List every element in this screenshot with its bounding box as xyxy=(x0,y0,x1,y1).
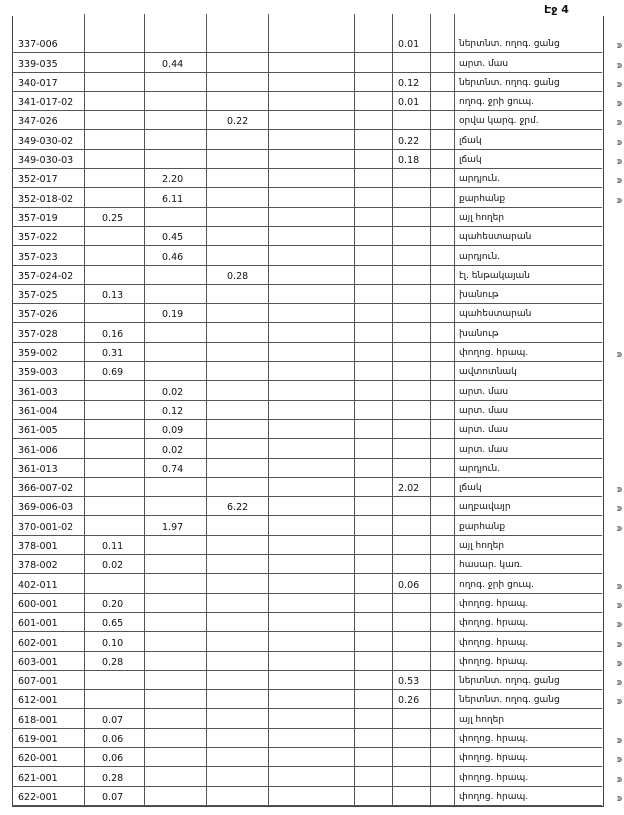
table-row xyxy=(12,536,602,555)
table-row xyxy=(12,208,602,227)
margin-mark: ↇ xyxy=(616,794,622,803)
parcel-code: 340-017 xyxy=(18,77,58,89)
area-value: 0.19 xyxy=(162,309,184,321)
area-value: 0.02 xyxy=(162,386,184,398)
area-value: 0.06 xyxy=(102,734,124,746)
land-use-label: արտ. մաս xyxy=(459,405,509,416)
parcel-code: 357-022 xyxy=(18,232,58,244)
margin-mark: ↇ xyxy=(616,196,622,205)
area-value: 0.20 xyxy=(102,598,124,610)
parcel-code: 621-001 xyxy=(18,772,58,784)
table-row xyxy=(12,671,622,690)
parcel-code: 402-011 xyxy=(18,579,58,591)
table-row xyxy=(12,362,602,381)
land-use-label: ողոգ. ջրի ցուպ. xyxy=(459,97,535,108)
table-row xyxy=(12,555,602,574)
table-row xyxy=(12,73,622,92)
parcel-code: 357-028 xyxy=(18,328,58,340)
margin-mark: ↇ xyxy=(616,601,622,610)
area-value: 0.22 xyxy=(398,135,420,147)
land-use-label: փողոց. հրապ. xyxy=(459,791,529,802)
land-use-label: ողոգ. ջրի ցուպ. xyxy=(459,579,535,590)
area-value: 0.53 xyxy=(398,676,420,688)
margin-mark: ↇ xyxy=(616,621,622,630)
table-row xyxy=(12,632,622,651)
area-value: 0.28 xyxy=(227,270,249,282)
parcel-code: 359-002 xyxy=(18,348,58,360)
table-row xyxy=(12,613,622,632)
parcel-code: 601-001 xyxy=(18,618,58,630)
land-use-label: արտ. մաս xyxy=(459,58,509,69)
margin-mark: ↇ xyxy=(616,505,622,514)
margin-mark: ↇ xyxy=(616,659,622,668)
parcel-code: 357-023 xyxy=(18,251,58,263)
area-value: 0.74 xyxy=(162,463,184,475)
area-value: 0.09 xyxy=(162,425,184,437)
parcel-code: 359-003 xyxy=(18,367,58,379)
land-use-label: այլ հողեր xyxy=(459,541,505,552)
margin-mark: ↇ xyxy=(616,158,622,167)
land-use-label: փողոց. հրապ. xyxy=(459,618,529,629)
table-row xyxy=(12,767,622,786)
parcel-code: 607-001 xyxy=(18,676,58,688)
parcel-code: 349-030-03 xyxy=(18,155,74,167)
parcel-code: 339-035 xyxy=(18,58,58,70)
parcel-code: 361-004 xyxy=(18,405,58,417)
land-use-label: ներտնտ. ողոգ. ցանց xyxy=(459,676,560,687)
margin-mark: ↇ xyxy=(616,486,622,495)
area-value: 6.11 xyxy=(162,193,184,205)
table-row xyxy=(12,401,602,420)
table-row xyxy=(12,111,622,130)
table-row xyxy=(12,227,602,246)
land-use-label: արտ. մաս xyxy=(459,386,509,397)
parcel-code: 337-006 xyxy=(18,39,58,51)
parcel-code: 352-017 xyxy=(18,174,58,186)
land-use-label: ներտնտ. ողոգ. ցանց xyxy=(459,39,560,50)
table-row xyxy=(12,53,622,72)
area-value: 0.12 xyxy=(398,77,420,89)
area-value: 0.25 xyxy=(102,212,124,224)
parcel-code: 357-024-02 xyxy=(18,270,74,282)
area-value: 0.44 xyxy=(162,58,184,70)
parcel-code: 361-005 xyxy=(18,425,58,437)
land-use-label: արդյուն. xyxy=(459,251,501,262)
land-use-label: արդյուն. xyxy=(459,174,501,185)
parcel-code: 347-026 xyxy=(18,116,58,128)
table-row xyxy=(12,131,622,150)
land-use-label: լճակ xyxy=(459,135,482,146)
parcel-code: 378-002 xyxy=(18,560,58,572)
parcel-code: 361-006 xyxy=(18,444,58,456)
area-value: 0.10 xyxy=(102,637,124,649)
land-use-label: փողոց. հրապ. xyxy=(459,348,529,359)
parcel-code: 370-001-02 xyxy=(18,521,74,533)
table-row xyxy=(12,266,602,285)
table-row xyxy=(12,34,622,53)
area-value: 0.07 xyxy=(102,791,124,803)
margin-mark: ↇ xyxy=(616,177,622,186)
parcel-code: 361-013 xyxy=(18,463,58,475)
land-use-label: պահեստարան xyxy=(459,232,532,243)
table-row xyxy=(12,169,622,188)
area-value: 0.13 xyxy=(102,290,124,302)
land-use-label: էլ. ենթակայան xyxy=(459,270,531,281)
area-value: 0.07 xyxy=(102,714,124,726)
parcel-code: 603-001 xyxy=(18,656,58,668)
parcel-code: 378-001 xyxy=(18,541,58,553)
parcel-code: 369-006-03 xyxy=(18,502,74,514)
parcel-code: 618-001 xyxy=(18,714,58,726)
table-row xyxy=(12,324,602,343)
area-value: 0.26 xyxy=(398,695,420,707)
land-use-label: այլ հողեր xyxy=(459,212,505,223)
area-value: 0.06 xyxy=(102,753,124,765)
land-use-label: փողոց. հրապ. xyxy=(459,598,529,609)
parcel-code: 600-001 xyxy=(18,598,58,610)
land-use-label: արտ. մաս xyxy=(459,444,509,455)
area-value: 2.20 xyxy=(162,174,184,186)
table-row xyxy=(12,304,602,323)
land-use-label: այլ հողեր xyxy=(459,714,505,725)
land-use-label: փողոց. հրապ. xyxy=(459,637,529,648)
table-row xyxy=(12,478,622,497)
area-value: 2.02 xyxy=(398,483,420,495)
table-row xyxy=(12,787,622,806)
margin-mark: ↇ xyxy=(616,679,622,688)
table-row xyxy=(12,381,602,400)
margin-mark: ↇ xyxy=(616,138,622,147)
table-row xyxy=(12,748,622,767)
area-value: 0.11 xyxy=(102,541,124,553)
land-use-label: լճակ xyxy=(459,483,482,494)
land-use-label: ներտնտ. ողոգ. ցանց xyxy=(459,77,560,88)
area-value: 0.28 xyxy=(102,656,124,668)
area-value: 0.46 xyxy=(162,251,184,263)
table-row xyxy=(12,92,622,111)
table-row xyxy=(12,420,602,439)
parcel-code: 361-003 xyxy=(18,386,58,398)
parcel-code: 352-018-02 xyxy=(18,193,74,205)
table-row xyxy=(12,497,622,516)
margin-mark: ↇ xyxy=(616,524,622,533)
table-row xyxy=(12,517,622,536)
table-row xyxy=(12,285,602,304)
table-row xyxy=(12,690,622,709)
land-use-label: փողոց. հրապ. xyxy=(459,656,529,667)
land-use-label: ներտնտ. ողոգ. ցանց xyxy=(459,695,560,706)
area-value: 0.01 xyxy=(398,97,420,109)
area-value: 0.12 xyxy=(162,405,184,417)
table-row xyxy=(12,574,622,593)
margin-mark: ↇ xyxy=(616,640,622,649)
table-row xyxy=(12,188,622,207)
area-value: 0.31 xyxy=(102,348,124,360)
area-value: 0.65 xyxy=(102,618,124,630)
table-row xyxy=(12,150,622,169)
table-row xyxy=(12,439,602,458)
parcel-code: 341-017-02 xyxy=(18,97,74,109)
table-row xyxy=(12,343,622,362)
area-value: 0.02 xyxy=(102,560,124,572)
area-value: 0.01 xyxy=(398,39,420,51)
margin-mark: ↇ xyxy=(616,582,622,591)
parcel-code: 357-019 xyxy=(18,212,58,224)
area-value: 1.97 xyxy=(162,521,184,533)
area-value: 0.69 xyxy=(102,367,124,379)
margin-mark: ↇ xyxy=(616,351,622,360)
area-value: 0.18 xyxy=(398,155,420,167)
area-value: 0.22 xyxy=(227,116,249,128)
area-value: 0.28 xyxy=(102,772,124,784)
land-use-label: խանութ xyxy=(459,290,499,301)
land-use-label: քարհանք xyxy=(459,521,506,532)
land-use-label: փողոց. հրապ. xyxy=(459,753,529,764)
margin-mark: ↇ xyxy=(616,80,622,89)
parcel-code: 602-001 xyxy=(18,637,58,649)
land-use-label: փողոց. հրապ. xyxy=(459,734,529,745)
land-use-label: արդյուն. xyxy=(459,463,501,474)
margin-mark: ↇ xyxy=(616,42,622,51)
land-use-label: ավտոտնակ xyxy=(459,367,517,378)
land-use-label: լճակ xyxy=(459,155,482,166)
land-use-label: փողոց. հրապ. xyxy=(459,772,529,783)
area-value: 0.02 xyxy=(162,444,184,456)
table-row xyxy=(12,710,602,729)
margin-mark: ↇ xyxy=(616,737,622,746)
table-row xyxy=(12,459,602,478)
margin-mark: ↇ xyxy=(616,756,622,765)
land-use-label: քարհանք xyxy=(459,193,506,204)
land-use-label: արտ. մաս xyxy=(459,425,509,436)
area-value: 6.22 xyxy=(227,502,249,514)
page-number: Էջ 4 xyxy=(544,3,569,16)
parcel-code: 357-026 xyxy=(18,309,58,321)
land-use-label: օրվա կարգ. ջրմ. xyxy=(459,116,539,127)
parcel-code: 357-025 xyxy=(18,290,58,302)
area-value: 0.45 xyxy=(162,232,184,244)
margin-mark: ↇ xyxy=(616,119,622,128)
area-value: 0.16 xyxy=(102,328,124,340)
margin-mark: ↇ xyxy=(616,100,622,109)
land-use-label: հասար. կառ. xyxy=(459,560,523,571)
margin-mark: ↇ xyxy=(616,775,622,784)
area-value: 0.06 xyxy=(398,579,420,591)
parcel-code: 622-001 xyxy=(18,791,58,803)
parcel-code: 619-001 xyxy=(18,734,58,746)
table-row xyxy=(12,729,622,748)
parcel-code: 366-007-02 xyxy=(18,483,74,495)
table-row xyxy=(12,652,622,671)
land-use-label: աղբավայր xyxy=(459,502,511,513)
table-row xyxy=(12,246,602,265)
parcel-code: 349-030-02 xyxy=(18,135,74,147)
parcel-code: 612-001 xyxy=(18,695,58,707)
land-use-label: խանութ xyxy=(459,328,499,339)
margin-mark: ↇ xyxy=(616,61,622,70)
margin-mark: ↇ xyxy=(616,698,622,707)
land-use-label: պահեստարան xyxy=(459,309,532,320)
table-row xyxy=(12,594,622,613)
parcel-code: 620-001 xyxy=(18,753,58,765)
